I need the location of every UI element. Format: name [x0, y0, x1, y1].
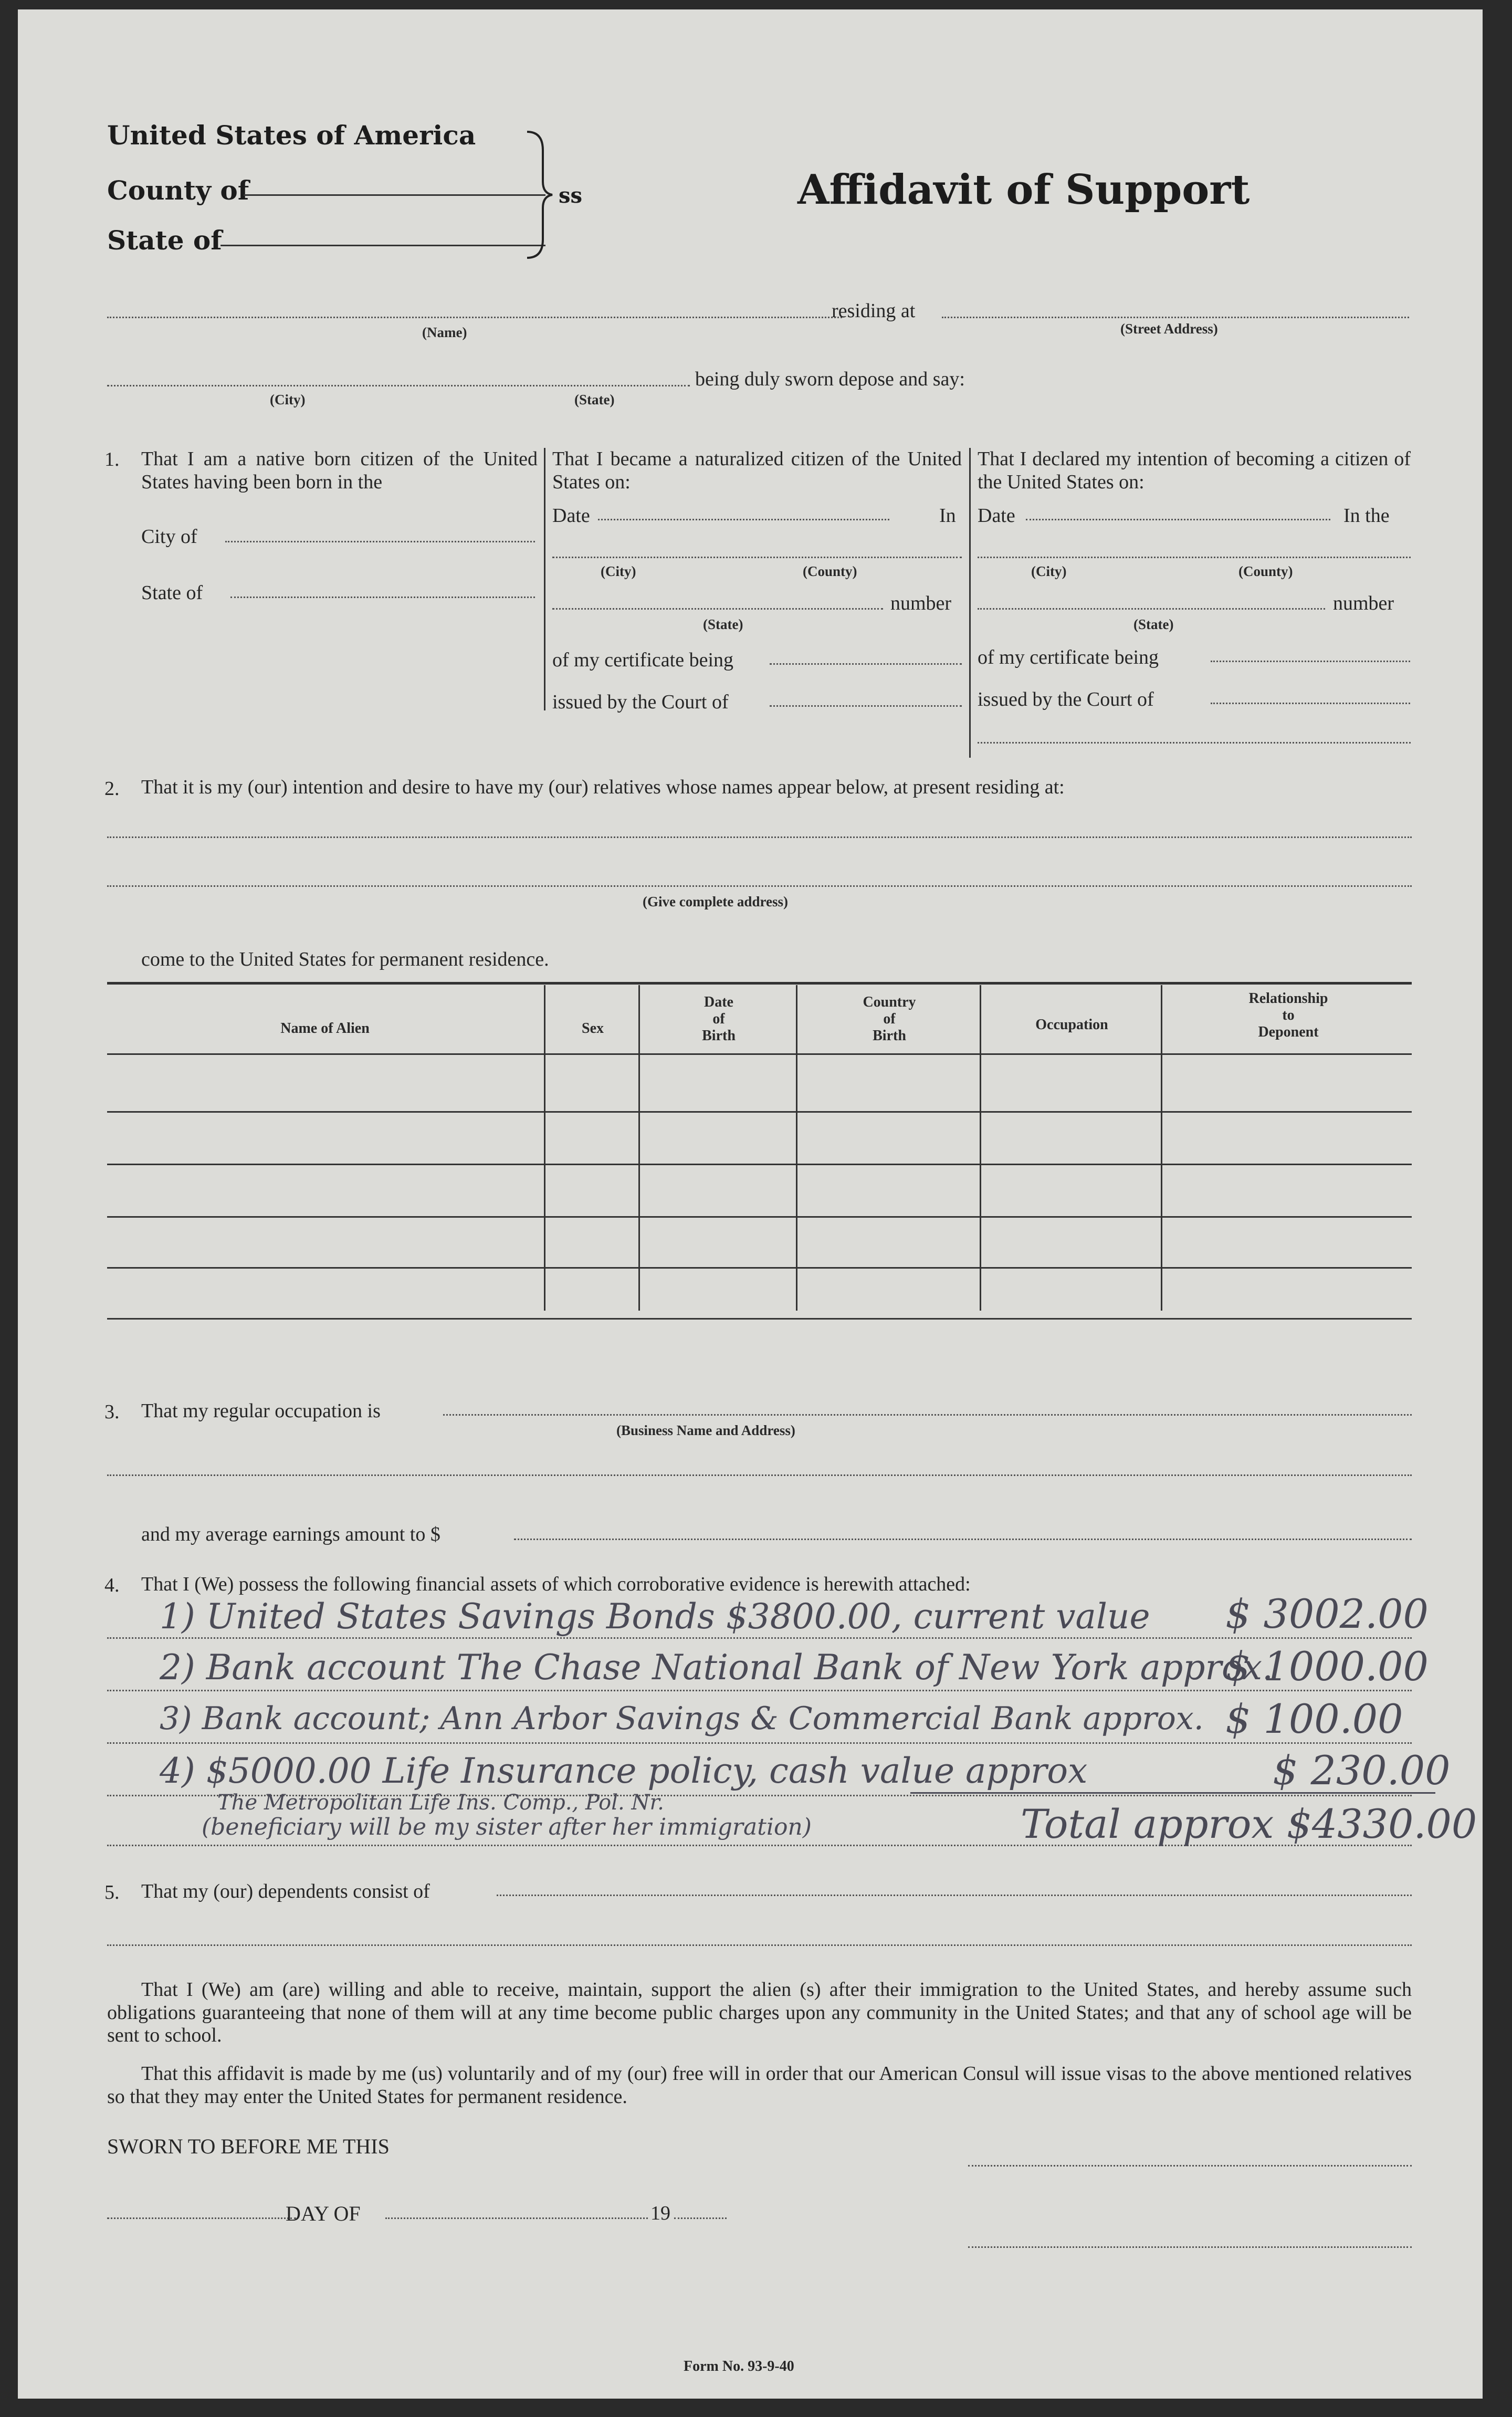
native-city-field[interactable]: [225, 541, 535, 542]
insurance-note-1: The Metropolitan Life Ins. Comp., Pol. Nr.: [217, 1791, 664, 1815]
section-5-number: 5.: [104, 1881, 120, 1903]
asset-entry-3: 3) Bank account; Ann Arbor Savings & Commercial Bank approx.: [160, 1700, 1204, 1737]
header-country: United States of America: [107, 120, 476, 151]
naturalized-date-field[interactable]: [598, 519, 889, 520]
col-header-dob: Date of Birth: [702, 994, 736, 1044]
signature-field-2[interactable]: [968, 2246, 1412, 2248]
naturalized-in-label: In: [939, 505, 956, 527]
day-of-label: DAY OF: [286, 2202, 361, 2225]
declared-date-field[interactable]: [1026, 519, 1330, 520]
table-top-rule: [107, 982, 1412, 985]
page-title: Affidavit of Support: [797, 166, 1250, 214]
asset-value-1: $ 3002.00: [1225, 1591, 1429, 1637]
dependents-field-2[interactable]: [107, 1944, 1412, 1946]
asset-entry-1: 1) United States Savings Bonds $3800.00, current value: [160, 1596, 1150, 1637]
table-col-divider: [638, 985, 640, 1311]
address-caption: (Give complete address): [643, 894, 788, 909]
native-state-field[interactable]: [230, 597, 535, 598]
brace-icon: [522, 129, 553, 260]
section-1-native-text: That I am a native born citizen of the United States having been born in the: [141, 448, 538, 493]
month-field[interactable]: [385, 2217, 648, 2219]
dependents-label: That my (our) dependents consist of: [141, 1880, 430, 1902]
city-caption: (City): [270, 392, 306, 407]
occupation-label: That my regular occupation is: [141, 1400, 381, 1422]
section-3-number: 3.: [104, 1401, 120, 1423]
col-header-country: Country of Birth: [863, 994, 916, 1044]
street-address-caption: (Street Address): [1120, 321, 1218, 337]
day-field[interactable]: [107, 2217, 296, 2219]
declared-court-label: issued by the Court of: [978, 688, 1154, 710]
street-address-field[interactable]: [942, 317, 1409, 318]
form-number: Form No. 93-9-40: [684, 2358, 794, 2374]
naturalized-court-field[interactable]: [770, 705, 962, 707]
declared-extra-field[interactable]: [978, 742, 1411, 744]
naturalized-city-caption: (City): [601, 563, 636, 579]
naturalized-certificate-label: of my certificate being: [552, 649, 734, 671]
header-state-label: State of: [107, 225, 222, 256]
naturalized-state-caption: (State): [703, 616, 743, 632]
table-col-divider: [1161, 985, 1162, 1311]
asset-total: Total approx $4330.00: [1021, 1801, 1477, 1847]
asset-line[interactable]: [107, 1637, 1412, 1639]
asset-sum-rule: [910, 1792, 1435, 1794]
signature-field-1[interactable]: [968, 2165, 1412, 2167]
section-2-text: That it is my (our) intention and desire to have my (our) relatives whose names appear below, at present residing at:: [141, 776, 1065, 798]
header-county-label: County of: [107, 175, 249, 206]
declared-in-the-label: In the: [1343, 505, 1390, 527]
relatives-address-field-2[interactable]: [107, 885, 1412, 887]
table-row[interactable]: [107, 1267, 1412, 1269]
dependents-field[interactable]: [497, 1895, 1412, 1896]
insurance-note-2: (beneficiary will be my sister after her immigration): [202, 1814, 812, 1840]
declared-county-caption: (County): [1238, 563, 1293, 579]
asset-line[interactable]: [107, 1690, 1412, 1691]
naturalized-number-label: number: [890, 592, 952, 614]
naturalized-court-label: issued by the Court of: [552, 691, 729, 713]
table-col-divider: [796, 985, 797, 1311]
year-prefix: 19: [650, 2202, 670, 2224]
sworn-statement: being duly sworn depose and say:: [695, 368, 965, 390]
asset-value-2: $ 1000.00: [1225, 1643, 1429, 1690]
table-row[interactable]: [107, 1111, 1412, 1113]
asset-value-4: $ 230.00: [1273, 1747, 1451, 1794]
naturalized-text: That I became a naturalized citizen of the United States on:: [552, 448, 962, 493]
name-field[interactable]: [107, 317, 842, 318]
affidavit-document: [18, 9, 1483, 2399]
declared-intention-text: That I declared my intention of becoming a citizen of the United States on:: [978, 448, 1411, 493]
naturalized-state-field[interactable]: [552, 608, 883, 610]
col-header-name: Name of Alien: [280, 1020, 370, 1037]
declared-number-label: number: [1333, 592, 1394, 614]
section-2-number: 2.: [104, 778, 120, 800]
occupation-field[interactable]: [443, 1414, 1412, 1416]
table-row[interactable]: [107, 1164, 1412, 1165]
declared-state-field[interactable]: [978, 608, 1325, 610]
sworn-before-label: SWORN TO BEFORE ME THIS: [107, 2135, 390, 2158]
section-1-number: 1.: [104, 448, 120, 470]
permanent-residence-text: come to the United States for permanent residence.: [141, 948, 549, 970]
relatives-address-field-1[interactable]: [107, 836, 1412, 838]
name-caption: (Name): [422, 325, 467, 340]
earnings-field[interactable]: [514, 1539, 1412, 1540]
col-header-relationship: Relationship to Deponent: [1248, 990, 1328, 1041]
earnings-label: and my average earnings amount to $: [141, 1523, 440, 1545]
section-1-divider-2: [969, 448, 971, 758]
header-ss: ss: [559, 183, 583, 208]
business-caption: (Business Name and Address): [616, 1422, 795, 1438]
col-header-sex: Sex: [582, 1020, 604, 1037]
county-blank[interactable]: [244, 194, 545, 196]
naturalized-certificate-field[interactable]: [770, 663, 962, 665]
year-field[interactable]: [674, 2217, 727, 2219]
table-col-divider: [980, 985, 981, 1311]
declared-place-field[interactable]: [978, 557, 1411, 558]
occupation-field-2[interactable]: [107, 1474, 1412, 1476]
naturalized-county-caption: (County): [803, 563, 857, 579]
city-state-field[interactable]: [107, 385, 690, 386]
native-state-label: State of: [141, 582, 203, 604]
voluntary-paragraph: That this affidavit is made by me (us) voluntarily and of my (our) free will in order that our American Consul will issue visas to the above mentioned relatives so that they may enter the United States for permanent residence.: [107, 2063, 1412, 2108]
obligation-paragraph: That I (We) am (are) willing and able to receive, maintain, support the alien (s) after their immigration to the United States, and hereby assume such obligations guaranteeing that none of them will at any time become public charges upon any community in the United States; and that any of school age will be sent to school.: [107, 1979, 1412, 2047]
asset-entry-4: 4) $5000.00 Life Insurance policy, cash value approx: [160, 1751, 1088, 1791]
asset-value-3: $ 100.00: [1225, 1696, 1403, 1742]
section-4-text: That I (We) possess the following financial assets of which corroborative evidence is herewith attached:: [141, 1573, 971, 1595]
table-col-divider: [544, 985, 545, 1311]
section-4-number: 4.: [104, 1574, 120, 1596]
table-row[interactable]: [107, 1216, 1412, 1218]
asset-line[interactable]: [107, 1742, 1412, 1744]
declared-date-label: Date: [978, 505, 1015, 527]
col-header-occupation: Occupation: [1035, 1017, 1108, 1033]
section-1-divider-1: [544, 448, 545, 710]
declared-city-caption: (City): [1031, 563, 1067, 579]
naturalized-place-field[interactable]: [552, 557, 962, 558]
asset-entry-2: 2) Bank account The Chase National Bank of New York approx.: [160, 1647, 1273, 1688]
state-blank[interactable]: [220, 245, 545, 246]
declared-state-caption: (State): [1133, 616, 1174, 632]
state-caption: (State): [574, 392, 615, 407]
table-header-rule: [107, 1053, 1412, 1055]
declared-court-field[interactable]: [1211, 703, 1410, 704]
residing-at-label: residing at: [832, 300, 916, 322]
native-city-label: City of: [141, 526, 197, 548]
declared-certificate-field[interactable]: [1211, 661, 1410, 662]
naturalized-date-label: Date: [552, 505, 590, 527]
table-bottom-rule: [107, 1318, 1412, 1320]
declared-certificate-label: of my certificate being: [978, 646, 1159, 668]
